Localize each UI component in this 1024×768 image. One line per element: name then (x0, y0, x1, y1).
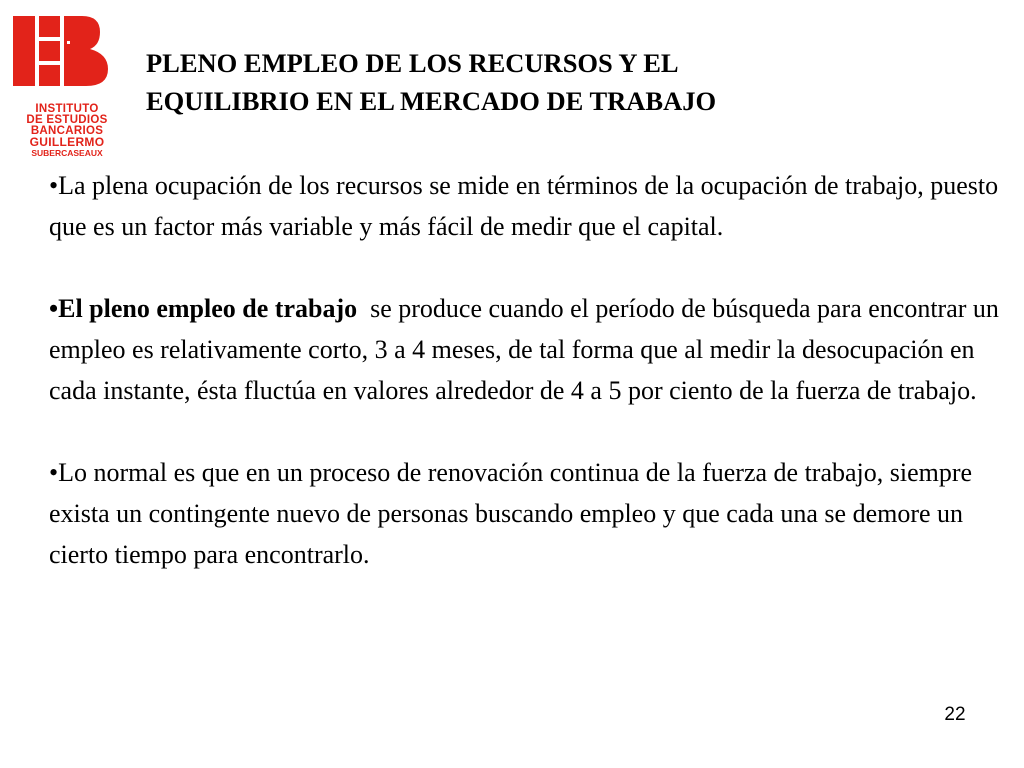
bullet-marker: • (49, 171, 59, 200)
logo-line-3: BANCARIOS (30, 125, 104, 137)
slide-title-line-2: EQUILIBRIO EN EL MERCADO DE TRABAJO (146, 86, 717, 116)
bullet-paragraph-3 (49, 452, 1024, 575)
ieb-logo-icon (10, 12, 110, 90)
bullet-marker: • (49, 458, 59, 487)
bullet-marker: • (49, 294, 59, 323)
slide-body (49, 165, 1024, 575)
logo-line-4: GUILLERMO (29, 135, 105, 149)
bullet-paragraph-1 (49, 165, 1024, 247)
logo-line-1: INSTITUTO (35, 103, 99, 115)
bullet-bold-text: El pleno empleo de trabajo (58, 294, 358, 323)
bullet-text: La plena ocupación de los recursos se mide en términos de la ocupación de trabajo, puesto que es un factor más variable y más fácil de medir que el capital. (49, 171, 999, 241)
slide-title (146, 44, 986, 120)
bullet-text: Lo normal es que en un proceso de renovación continua de la fuerza de trabajo, siempre exista un contingente nuevo de personas buscando empleo y que cada una se demore un cierto tiempo para encontrarlo. (49, 458, 973, 569)
logo-line-5: SUBERCASEAUX (31, 148, 103, 158)
bullet-paragraph-2 (49, 288, 1024, 411)
slide-title-line-1: PLENO EMPLEO DE LOS RECURSOS Y EL (146, 48, 679, 78)
logo-text (12, 104, 122, 159)
institution-logo (10, 12, 122, 162)
page-number: 22 (944, 704, 966, 725)
bullet-text: se produce cuando el período de búsqueda para encontrar un empleo es relativamente corto, 3 a 4 meses, de tal forma que al medir la desocupación en cada instante, ésta fluctúa en valores alrededor de 4 a 5 por ciento de la fuerza de trabajo. (49, 294, 1006, 405)
logo-line-2: DE ESTUDIOS (26, 114, 108, 126)
